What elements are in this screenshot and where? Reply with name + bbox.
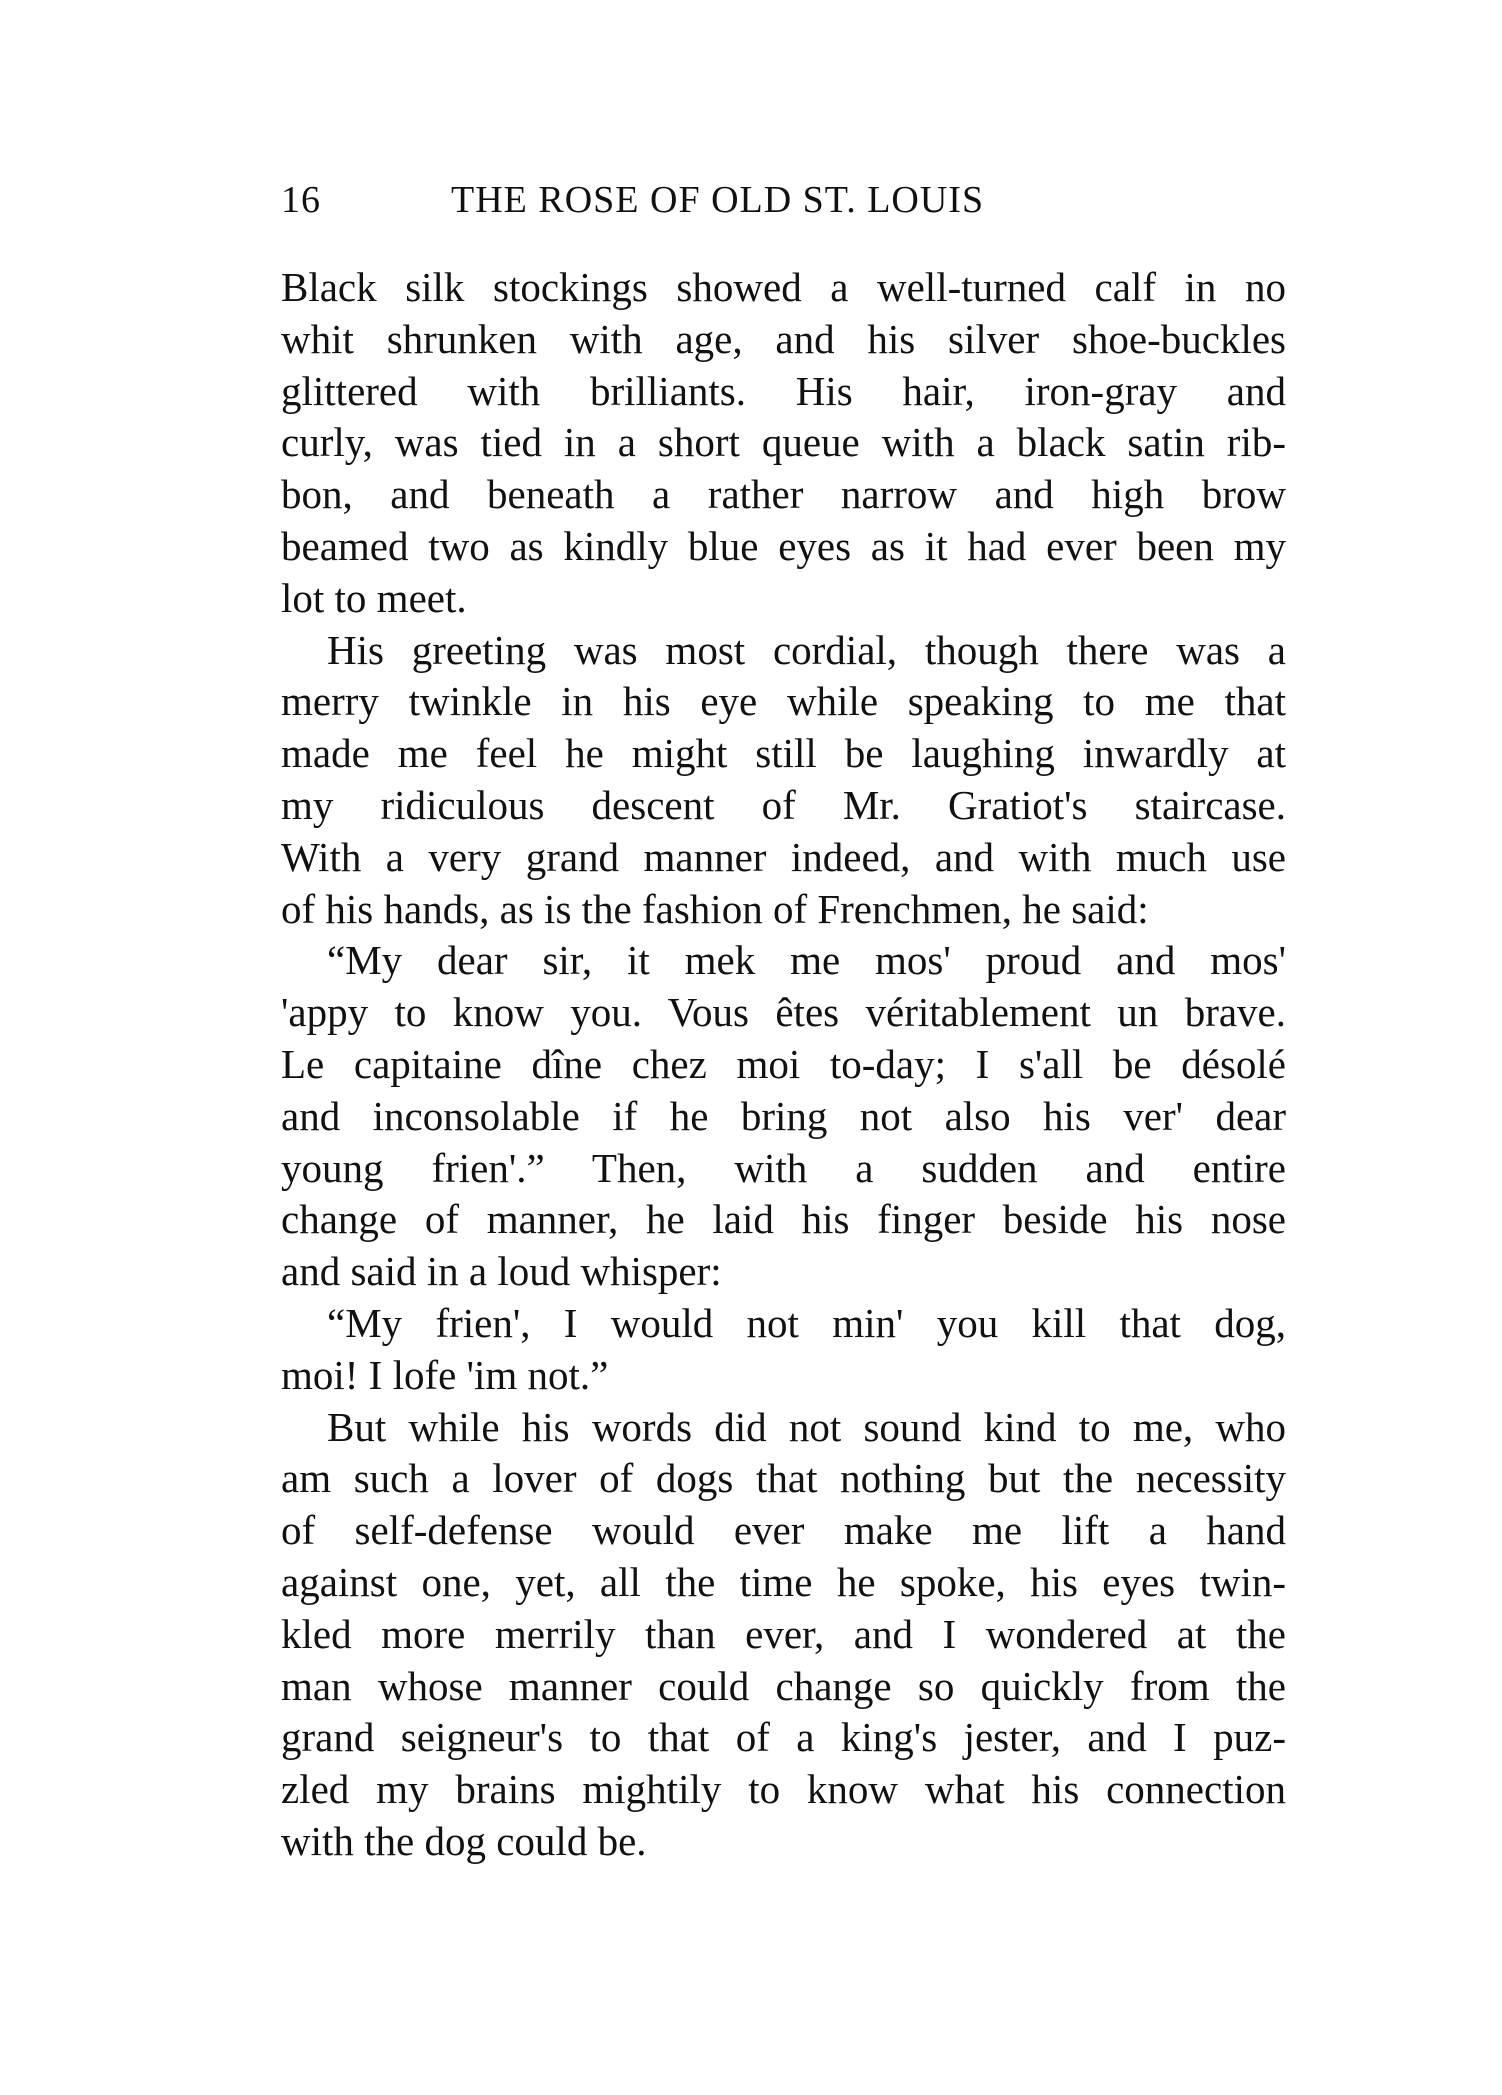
paragraph <box>281 1402 1286 1868</box>
text-line: kled more merrily than ever, and I wondered at the <box>281 1610 1286 1657</box>
text-line: grand seigneur's to that of a king's jester, and I puz- <box>281 1714 1286 1761</box>
text-line: with the dog could be. <box>281 1817 647 1864</box>
text-line: With a very grand manner indeed, and with much use <box>281 833 1286 880</box>
text-line: Black silk stockings showed a well-turned calf in no <box>281 264 1286 310</box>
text-line: But while his words did not sound kind to me, who <box>327 1403 1286 1450</box>
text-line: man whose manner could change so quickly from the <box>281 1662 1286 1709</box>
text-line: zled my brains mightily to know what his connection <box>281 1766 1286 1813</box>
text-line: “My frien', I would not min' you kill that dog, <box>327 1299 1286 1346</box>
page-number: 16 <box>281 179 321 221</box>
text-line: Le capitaine dîne chez moi to-day; I s'all be désolé <box>281 1040 1286 1087</box>
text-line: beamed two as kindly blue eyes as it had ever been my <box>281 522 1286 569</box>
text-line: 'appy to know you. Vous êtes véritablement un brave. <box>281 989 1286 1036</box>
text-line: curly, was tied in a short queue with a black satin rib- <box>281 419 1286 466</box>
text-line: young frien'.” Then, with a sudden and entire <box>281 1144 1286 1191</box>
text-line: “My dear sir, it mek me mos' proud and mos' <box>327 937 1286 984</box>
text-line: and said in a loud whisper: <box>281 1248 722 1295</box>
paragraph <box>281 935 1286 1298</box>
text-line: and inconsolable if he bring not also his ver' dear <box>281 1092 1286 1139</box>
text-line: my ridiculous descent of Mr. Gratiot's staircase. <box>281 781 1286 828</box>
text-line: against one, yet, all the time he spoke, his eyes twin- <box>281 1558 1286 1605</box>
text-line: merry twinkle in his eye while speaking to me that <box>281 678 1286 725</box>
text-line: glittered with brilliants. His hair, iron-gray and <box>281 367 1286 414</box>
text-line: whit shrunken with age, and his silver shoe-buckles <box>281 315 1286 362</box>
text-line: bon, and beneath a rather narrow and high brow <box>281 471 1286 518</box>
paragraph <box>281 262 1286 625</box>
running-title: THE ROSE OF OLD ST. LOUIS <box>451 179 985 221</box>
text-line: of self-defense would ever make me lift a hand <box>281 1507 1286 1554</box>
paragraph <box>281 625 1286 936</box>
paragraph <box>281 1298 1286 1402</box>
text-line: His greeting was most cordial, though there was a <box>327 626 1286 673</box>
running-header <box>281 178 1286 230</box>
text-line: made me feel he might still be laughing inwardly at <box>281 730 1286 777</box>
text-line: am such a lover of dogs that nothing but the necessity <box>281 1455 1286 1502</box>
text-line: change of manner, he laid his finger beside his nose <box>281 1196 1286 1243</box>
text-line: lot to meet. <box>281 574 467 621</box>
body-text <box>281 262 1286 1868</box>
text-line: of his hands, as is the fashion of Frenchmen, he said: <box>281 885 1149 932</box>
text-line: moi! I lofe 'im not.” <box>281 1351 609 1398</box>
